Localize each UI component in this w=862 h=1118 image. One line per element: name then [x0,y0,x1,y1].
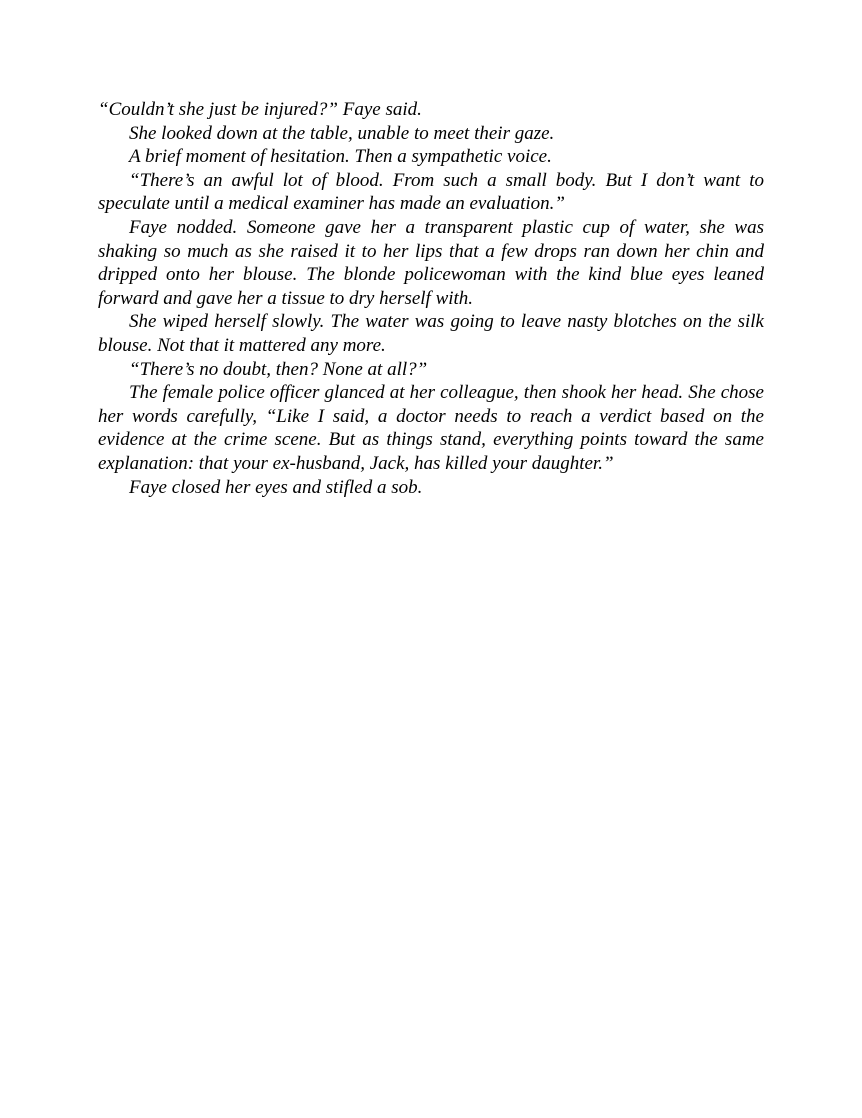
paragraph-7: “There’s no doubt, then? None at all?” [129,358,428,380]
paragraph-3: A brief moment of hesitation. Then a sympathetic voice. [129,146,552,168]
paragraph-5: Faye nodded. Someone gave her a transparent plastic cup of water, she was shaking so much as she raised it to her lips that a few drops ran down her chin and dripped onto her blouse. The blonde policewoman with the kind blue eyes leaned forward and gave her a tissue to dry herself with. [98,216,764,309]
paragraph-1: “Couldn’t she just be injured?” Faye said. [98,99,422,120]
document-page [98,98,764,499]
paragraph-6: She wiped herself slowly. The water was going to leave nasty blotches on the silk blouse. Not that it mattered any more. [98,311,764,356]
paragraph-2: She looked down at the table, unable to meet their gaze. [129,122,555,144]
paragraph-8: The female police officer glanced at her colleague, then shook her head. She chose her words carefully, “Like I said, a doctor needs to reach a verdict based on the evidence at the crime scene. But as things stand, everything points toward the same explanation: that your ex-husband, Jack, has killed your daughter.” [98,382,764,474]
paragraph-4: “There’s an awful lot of blood. From such a small body. But I don’t want to speculate until a medical examiner has made an evaluation.” [98,169,764,215]
paragraph-9: Faye closed her eyes and stifled a sob. [129,476,423,498]
